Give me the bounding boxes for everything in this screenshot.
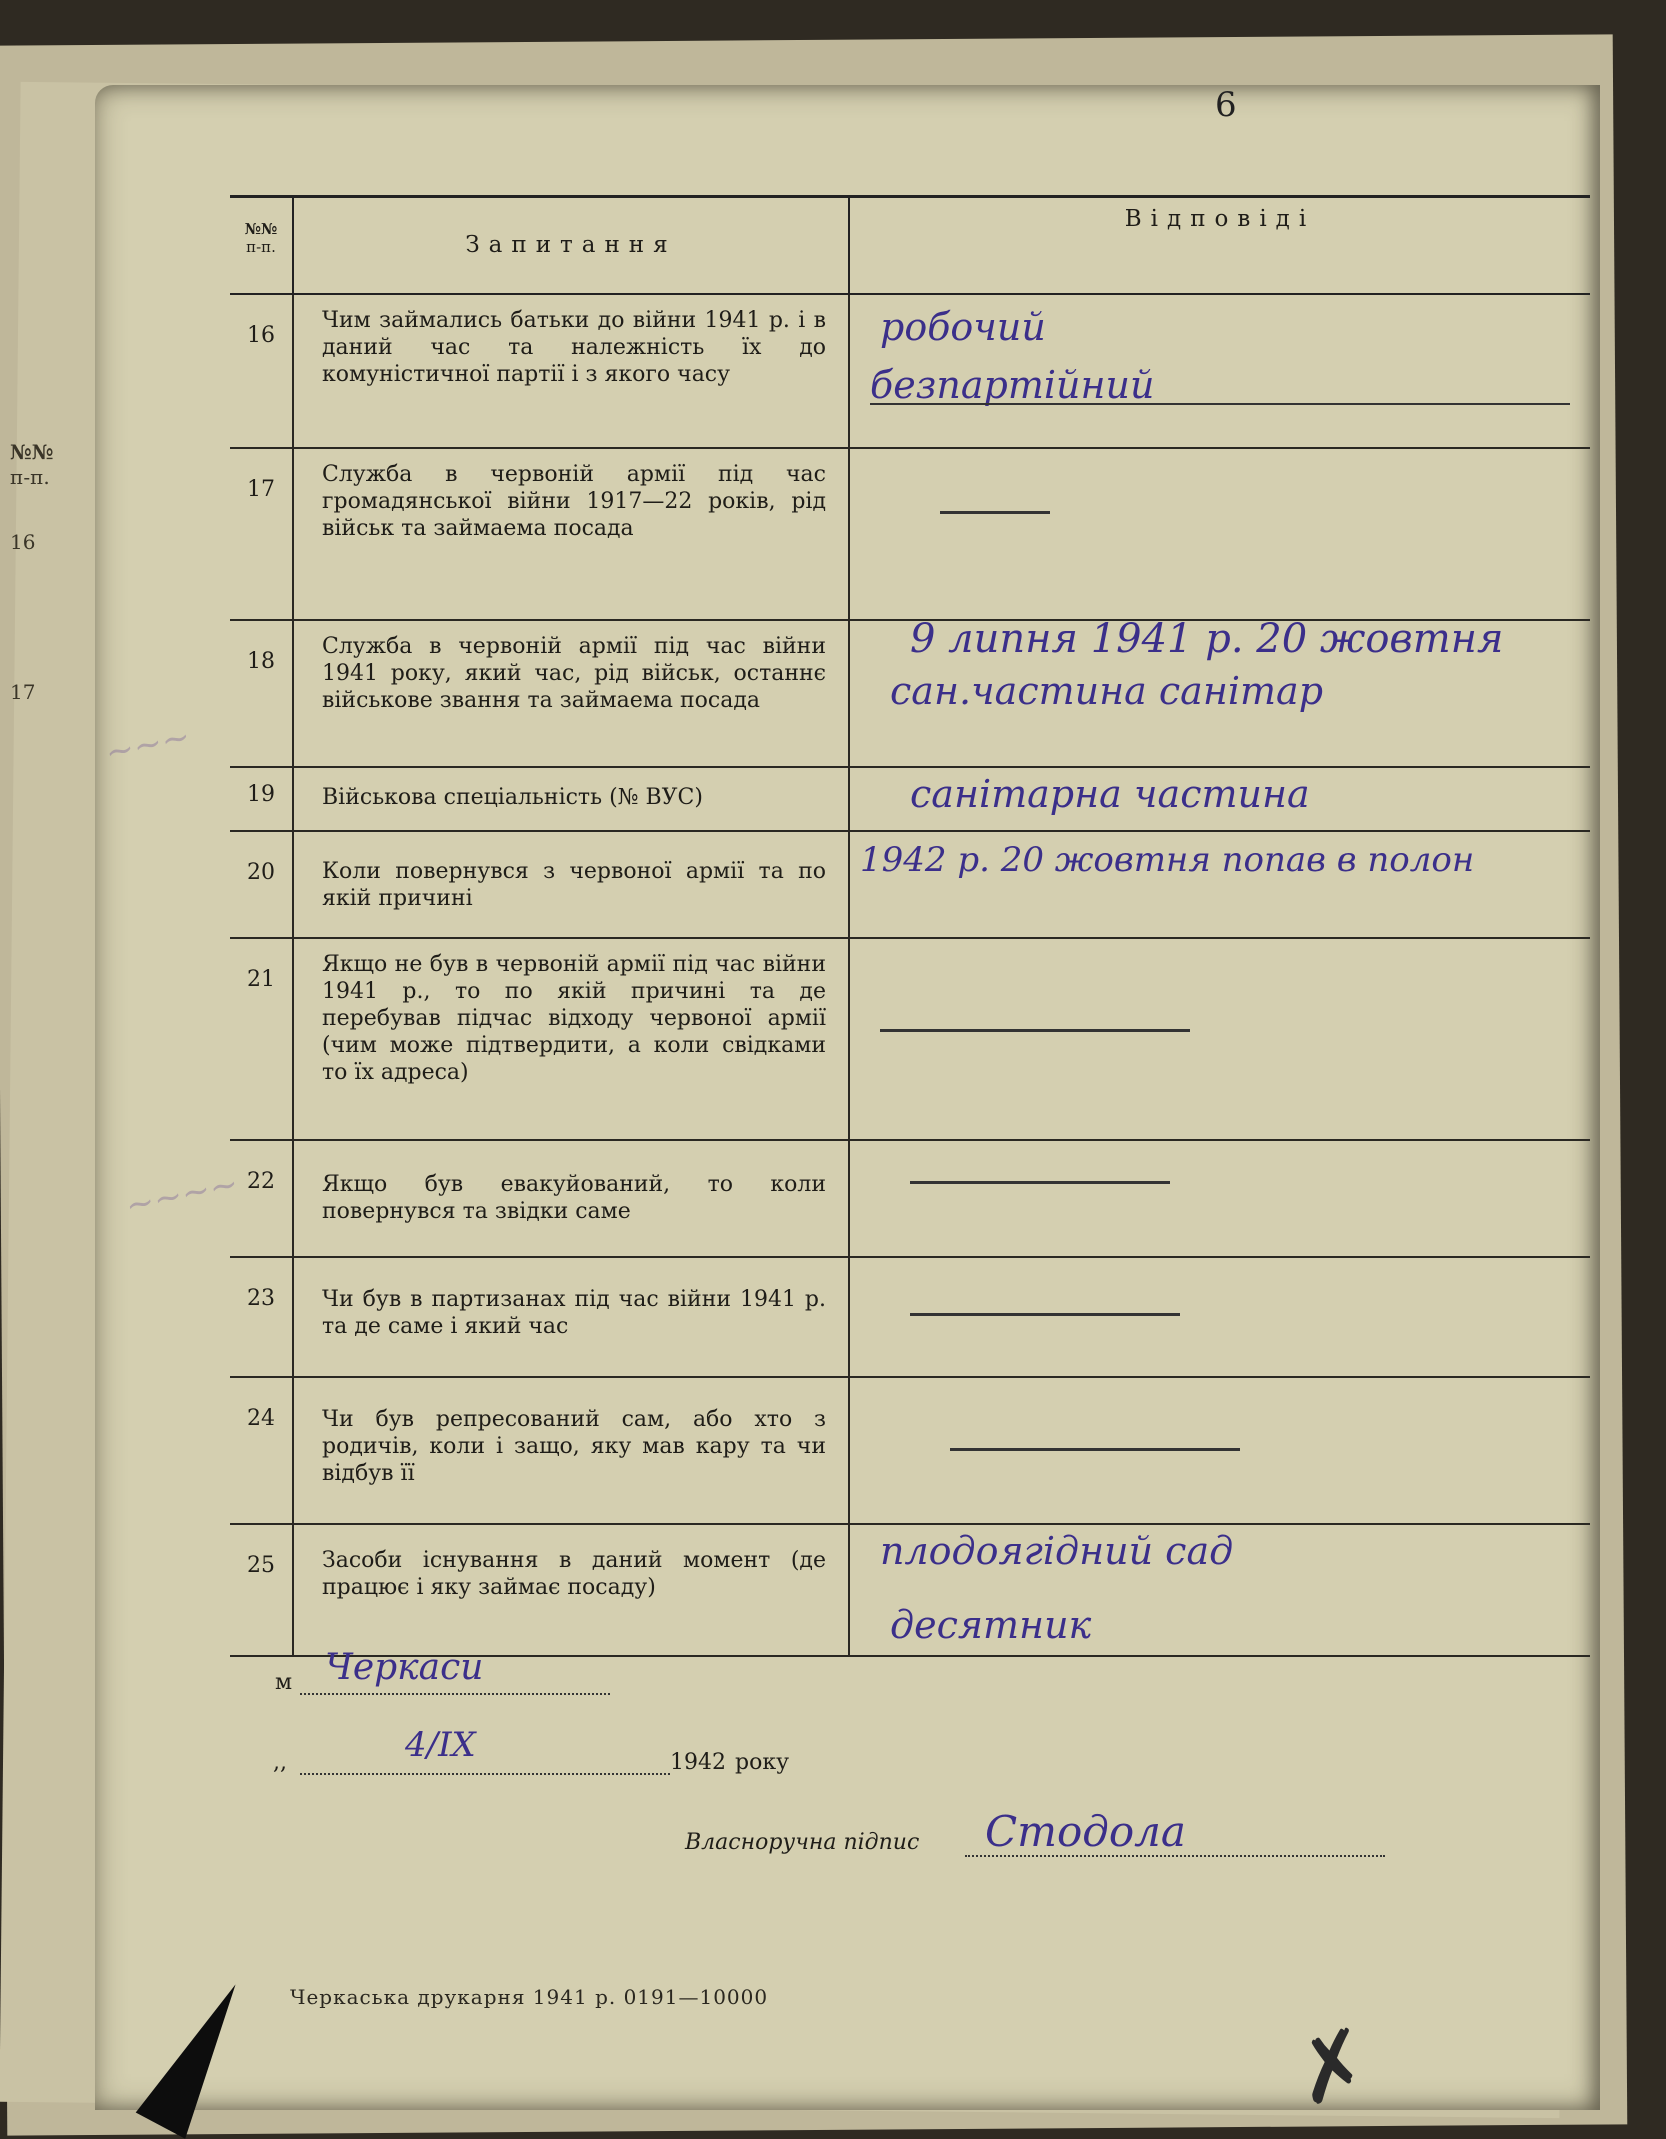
questionnaire-table [230, 195, 1590, 1657]
faded-stamp-icon: ~~~~ [122, 1163, 242, 1227]
page-number: 6 [1215, 85, 1237, 125]
row-question: Служба в червоній армії під час громадянської війни 1917—22 років, рід військ та займаема посада [292, 449, 850, 619]
row-question: Коли повернувся з червоної армії та по якій причині [292, 832, 850, 937]
date-underline [300, 1773, 670, 1775]
answer-handwriting: сан.частина санітар [890, 669, 1324, 713]
left-page-fragment [0, 420, 90, 2020]
row-question: Якщо був евакуйований, то коли повернувся та звідки саме [292, 1141, 850, 1256]
place-underline [300, 1693, 610, 1695]
answer-dash [910, 1313, 1180, 1316]
table-row [230, 768, 1590, 832]
answer-handwriting: санітарна частина [910, 772, 1310, 816]
row-question: Служба в червоній армії під час війни 1941 року, який час, рід військ, останнє військове звання та займаема посада [292, 621, 850, 766]
table-row [230, 832, 1590, 939]
printer-imprint: Черкаська друкарня 1941 р. 0191—10000 [290, 1985, 769, 2009]
pp-label: п-п. [246, 238, 276, 256]
answers-column-header: Відповіді [1124, 206, 1316, 232]
row-number: 18 [247, 649, 275, 674]
table-row [230, 295, 1590, 449]
signature-handwriting: Стодола [985, 1807, 1186, 1856]
row-number: 23 [247, 1286, 275, 1311]
answer-handwriting: безпартійний [870, 363, 1155, 407]
form-page [95, 85, 1600, 2128]
row-number: 20 [247, 860, 275, 885]
x-mark-icon: ✗ [1282, 2007, 1383, 2128]
year-suffix: року [735, 1750, 790, 1775]
answer-handwriting: 1942 р. 20 жовтня попав в полон [860, 840, 1475, 880]
left-fragment-16: 16 [10, 530, 36, 554]
row-answer [850, 1525, 1590, 1655]
row-answer [850, 939, 1590, 1139]
number-label: №№ [244, 220, 278, 238]
row-number: 16 [247, 323, 275, 348]
answer-dash [910, 1181, 1170, 1184]
row-answer [850, 768, 1590, 830]
row-question: Чи був в партизанах під час війни 1941 р. та де саме і який час [292, 1258, 850, 1376]
row-question: Чим займались батьки до війни 1941 р. і в даний час та належність їх до комуністичної партії і з якого часу [292, 295, 850, 447]
table-row [230, 449, 1590, 621]
answer-dash [880, 1029, 1190, 1032]
answer-handwriting: плодоягідний сад [880, 1529, 1234, 1573]
table-row [230, 1378, 1590, 1525]
date-prefix: ,, [273, 1750, 287, 1775]
table-row [230, 939, 1590, 1141]
place-handwriting: Черкаси [325, 1647, 484, 1688]
row-number: 25 [247, 1553, 275, 1578]
date-handwriting: 4/IX [405, 1725, 476, 1765]
answer-underline [870, 403, 1570, 405]
row-answer [850, 832, 1590, 937]
row-answer [850, 449, 1590, 619]
row-number: 17 [247, 477, 275, 502]
answer-dash [940, 511, 1050, 514]
table-row [230, 1525, 1590, 1657]
row-answer [850, 616, 1590, 766]
row-question: Військова спеціальність (№ ВУС) [292, 768, 850, 830]
number-column-header [230, 220, 292, 256]
row-number: 22 [247, 1169, 275, 1194]
left-fragment-17: 17 [10, 680, 36, 704]
row-question: Якщо не був в червоній армії під час війни 1941 р., то по якій причині та де перебував підчас відходу червоної армії (чим може підтвердити, а коли свідками то їх адреса) [292, 939, 850, 1139]
table-header [230, 195, 1590, 295]
answer-handwriting: 9 липня 1941 р. 20 жовтня [910, 616, 1504, 662]
table-row [230, 616, 1590, 768]
answer-handwriting: робочий [880, 305, 1046, 349]
left-fragment-pp: п-п. [10, 465, 50, 489]
answer-handwriting: десятник [890, 1603, 1092, 1647]
row-question: Засоби існування в даний момент (де працює і яку займає посаду) [292, 1525, 850, 1655]
table-row [230, 1258, 1590, 1378]
left-fragment-num-header: №№ [10, 440, 54, 464]
faded-stamp-icon: ~~~ [101, 716, 194, 774]
year-text: 1942 [670, 1750, 726, 1775]
row-number: 24 [247, 1406, 275, 1431]
row-number: 19 [247, 782, 275, 807]
signature-label: Власноручна підпис [685, 1830, 920, 1855]
row-answer [850, 1141, 1590, 1256]
table-row [230, 1141, 1590, 1258]
place-prefix: м [275, 1670, 293, 1695]
row-question: Чи був репресований сам, або хто з родичів, коли і защо, яку мав кару та чи відбув її [292, 1378, 850, 1523]
answer-dash [950, 1448, 1240, 1451]
row-answer [850, 295, 1590, 447]
questions-column-header: Запитання [292, 198, 850, 293]
row-answer [850, 1378, 1590, 1523]
row-answer [850, 1258, 1590, 1376]
row-number: 21 [247, 967, 275, 992]
